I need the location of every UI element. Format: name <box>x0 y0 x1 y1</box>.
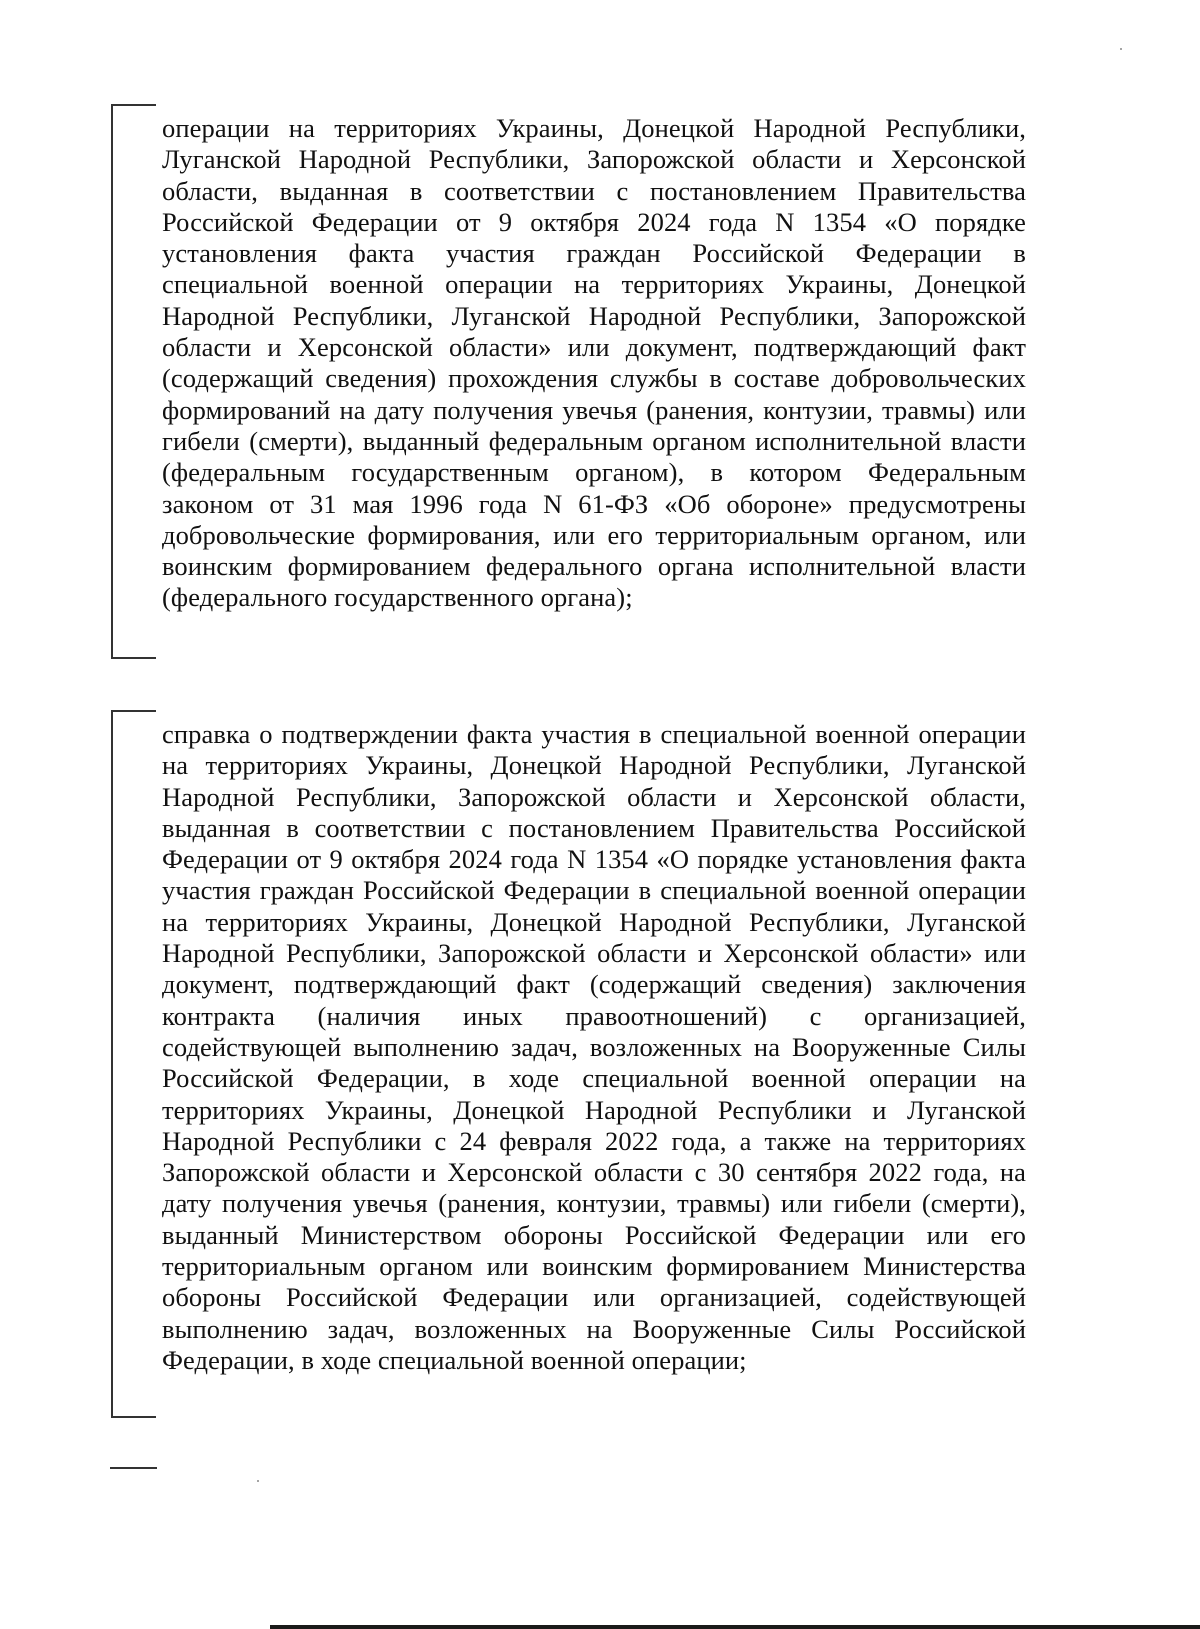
document-paragraph-2: справка о подтверждении факта участия в специальной военной операции на территориях Украины, Донецкой Народной Республики, Луганской Народной Республики, Запорожской области и Херсонской области, выданная в соответствии с постановлением Правительства Российской Федерации от 9 октября 2024 года N 1354 «О порядке установления факта участия граждан Российской Федерации в специальной военной операции на территориях Украины, Донецкой Народной Республики, Луганской Народной Республики, Запорожской области и Херсонской области» или документ, подтверждающий факт (содержащий сведения) заключения контракта (наличия иных правоотношений) с организацией, содействующей выполнению задач, возложенных на Вооруженные Силы Российской Федерации, в ходе специальной военной операции на территориях Украины, Донецкой Народной Республики и Луганской Народной Республики с 24 февраля 2022 года, а также на территориях Запорожской области и Херсонской области с 30 сентября 2022 года, на дату получения увечья (ранения, контузии, травмы) или гибели (смерти), выданный Министерством обороны Российской Федерации или его территориальным органом или воинским формированием Министерства обороны Российской Федерации или организацией, содействующей выполнению задач, возложенных на Вооруженные Силы Российской Федерации, в ходе специальной военной операции; <box>162 719 1026 1375</box>
footnote-separator-line <box>110 1467 157 1469</box>
paragraph-bracket-2 <box>111 710 156 1418</box>
scan-bottom-edge <box>270 1625 1200 1629</box>
paragraph-bracket-1 <box>111 104 156 659</box>
document-paragraph-1: операции на территориях Украины, Донецкой Народной Республики, Луганской Народной Республики, Запорожской области и Херсонской области, выданная в соответствии с постановлением Правительства Российской Федерации от 9 октября 2024 года N 1354 «О порядке установления факта участия граждан Российской Федерации в специальной военной операции на территориях Украины, Донецкой Народной Республики, Луганской Народной Республики, Запорожской области и Херсонской области» или документ, подтверждающий факт (содержащий сведения) прохождения службы в составе добровольческих формирований на дату получения увечья (ранения, контузии, травмы) или гибели (смерти), выданный федеральным органом исполнительной власти (федеральным государственным органом), в котором Федеральным законом от 31 мая 1996 года N 61-ФЗ «Об обороне» предусмотрены добровольческие формирования, или его территориальным органом, или воинским формированием федерального органа исполнительной власти (федерального государственного органа); <box>162 113 1026 613</box>
scan-speck <box>257 1480 259 1482</box>
scan-speck <box>1120 48 1122 50</box>
